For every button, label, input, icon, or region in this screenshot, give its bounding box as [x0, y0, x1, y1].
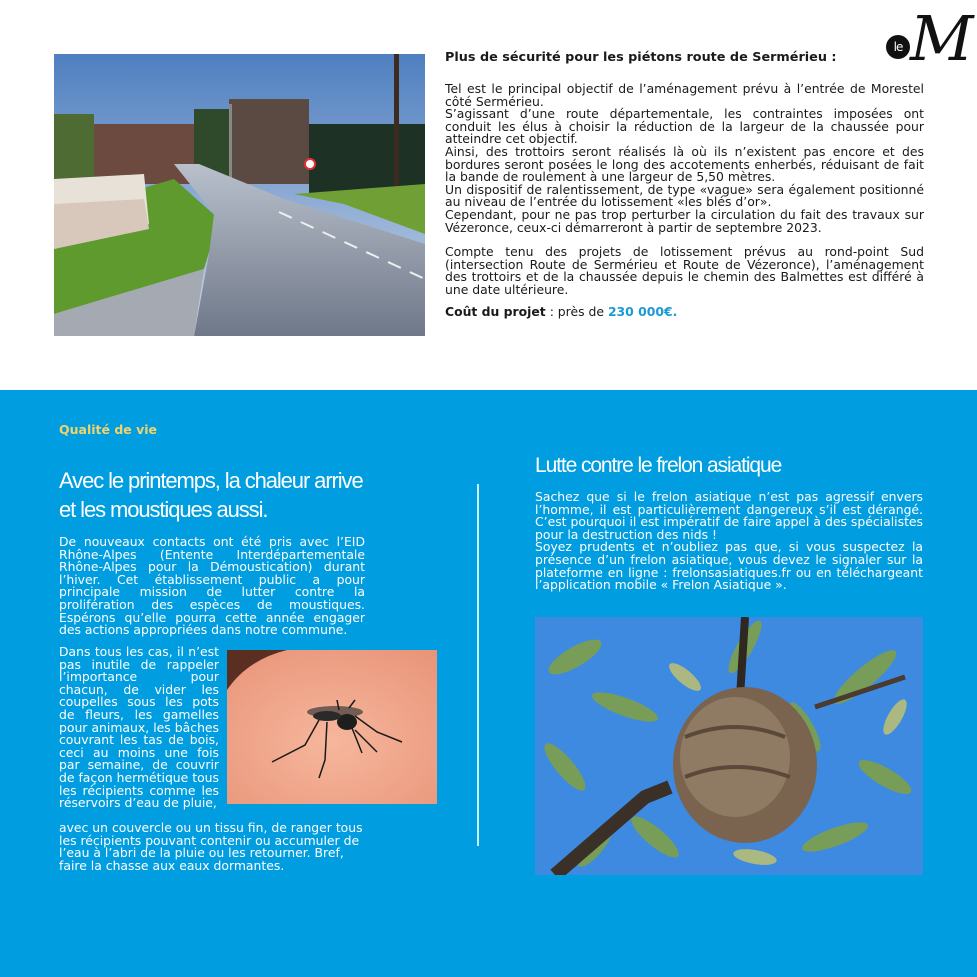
project-cost	[445, 303, 924, 319]
mosquito-article-title	[59, 466, 399, 524]
mosquito-title-line-2: et les moustiques aussi.	[59, 497, 268, 522]
sidewalk-paragraph-4: Un dispositif de ralentissement, de type «vague» sera également positionné au niveau de l’entrée du lotissement «les blés d’or».	[445, 181, 924, 210]
mosquito-paragraph-2: Dans tous les cas, il n’est pas inutile de rappeler l’importance pour chacun, de vider les coupelles sous les pots de fleurs, les gamelles pour animaux, les bâches couvrant les tas de bois, ceci au moins une fois par semaine, de couvrir de façon hermétique tous les récipients comme les réservoirs d’eau de pluie,	[59, 644, 219, 811]
hornet-nest-photo	[535, 617, 923, 875]
cost-amount: 230 000€.	[607, 303, 678, 319]
sidewalk-paragraph-5: Cependant, pour ne pas trop perturber la circulation du fait des travaux sur Vézeronce, ceux-ci démarreront à partir de septembre 2023.	[445, 206, 924, 235]
hornet-article-title: Lutte contre le frelon asiatique	[535, 454, 782, 477]
column-divider	[477, 484, 479, 846]
mosquito-title-line-1: Avec le printemps, la chaleur arrive	[59, 468, 363, 493]
section-label: Qualité de vie	[59, 422, 158, 437]
road-photo	[54, 54, 425, 336]
hornet-article-body	[535, 491, 923, 592]
sidewalk-paragraph-3: Ainsi, des trottoirs seront réalisés là où ils n’existent pas encore et des bordures seront posées le long des accotements enherbés, réduisant de fait la bande de roulement à une largeur de 5,50 mètres.	[445, 143, 924, 185]
mosquito-paragraph-1: De nouveaux contacts ont été pris avec l’EID Rhône-Alpes (Entente Interdépartementale Rhône-Alpes pour la Démoustication) durant l’hiver. Cet établissement public a pour principale mission de lutter contre la prolifération des espèces de moustiques. Espérons qu’elle pourra cette année engager des actions appropriées dans notre commune.	[59, 534, 365, 638]
logo-le-badge: le	[886, 35, 910, 59]
mosquito-paragraph-3: avec un couvercle ou un tissu fin, de ranger tous les récipients pouvant contenir ou accumuler de l’eau à l’abri de la pluie ou les retourner. Bref, faire la chasse aux eaux dormantes.	[59, 820, 363, 873]
cost-label: Coût du projet	[445, 303, 546, 319]
logo-m-letter: M	[910, 2, 974, 75]
sidewalk-paragraph-6: Compte tenu des projets de lotissement prévus au rond-point Sud (intersection Route de Sermérieu et Route de Vézeronce), l’aménagement des trottoirs et de la chaussée depuis le chemin des Balmettes est différé à une date ultérieure.	[445, 244, 924, 297]
sidewalk-paragraph-2: S’agissant d’une route départementale, les contraintes imposées ont conduit les élus à choisir la réduction de la largeur de la chaussée pour atteindre cet objectif.	[445, 106, 924, 147]
sidewalk-paragraph-1: Tel est le principal objectif de l’aménagement prévu à l’entrée de Morestel côté Sermérieu.	[445, 81, 924, 109]
sidewalk-article	[445, 50, 924, 318]
cost-separator: : près de	[545, 303, 608, 319]
mosquito-photo	[227, 650, 437, 804]
hornet-paragraph-1: Sachez que si le frelon asiatique n’est pas agressif envers l’homme, il est particulièrement dangereux s’il est dérangé. C’est pourquoi il est impératif de faire appel à des spécialistes pour la destruction des nids !	[535, 489, 923, 542]
hornet-paragraph-2: Soyez prudents et n’oubliez pas que, si vous suspectez la présence d’un frelon asiatique, vous devez le signaler sur la plateforme en ligne : frelonsasiatiques.fr ou en téléchargeant l’application mobile « Frelon Asiatique ».	[535, 539, 923, 593]
sidewalk-article-title: Plus de sécurité pour les piétons route de Sermérieu :	[445, 50, 837, 65]
